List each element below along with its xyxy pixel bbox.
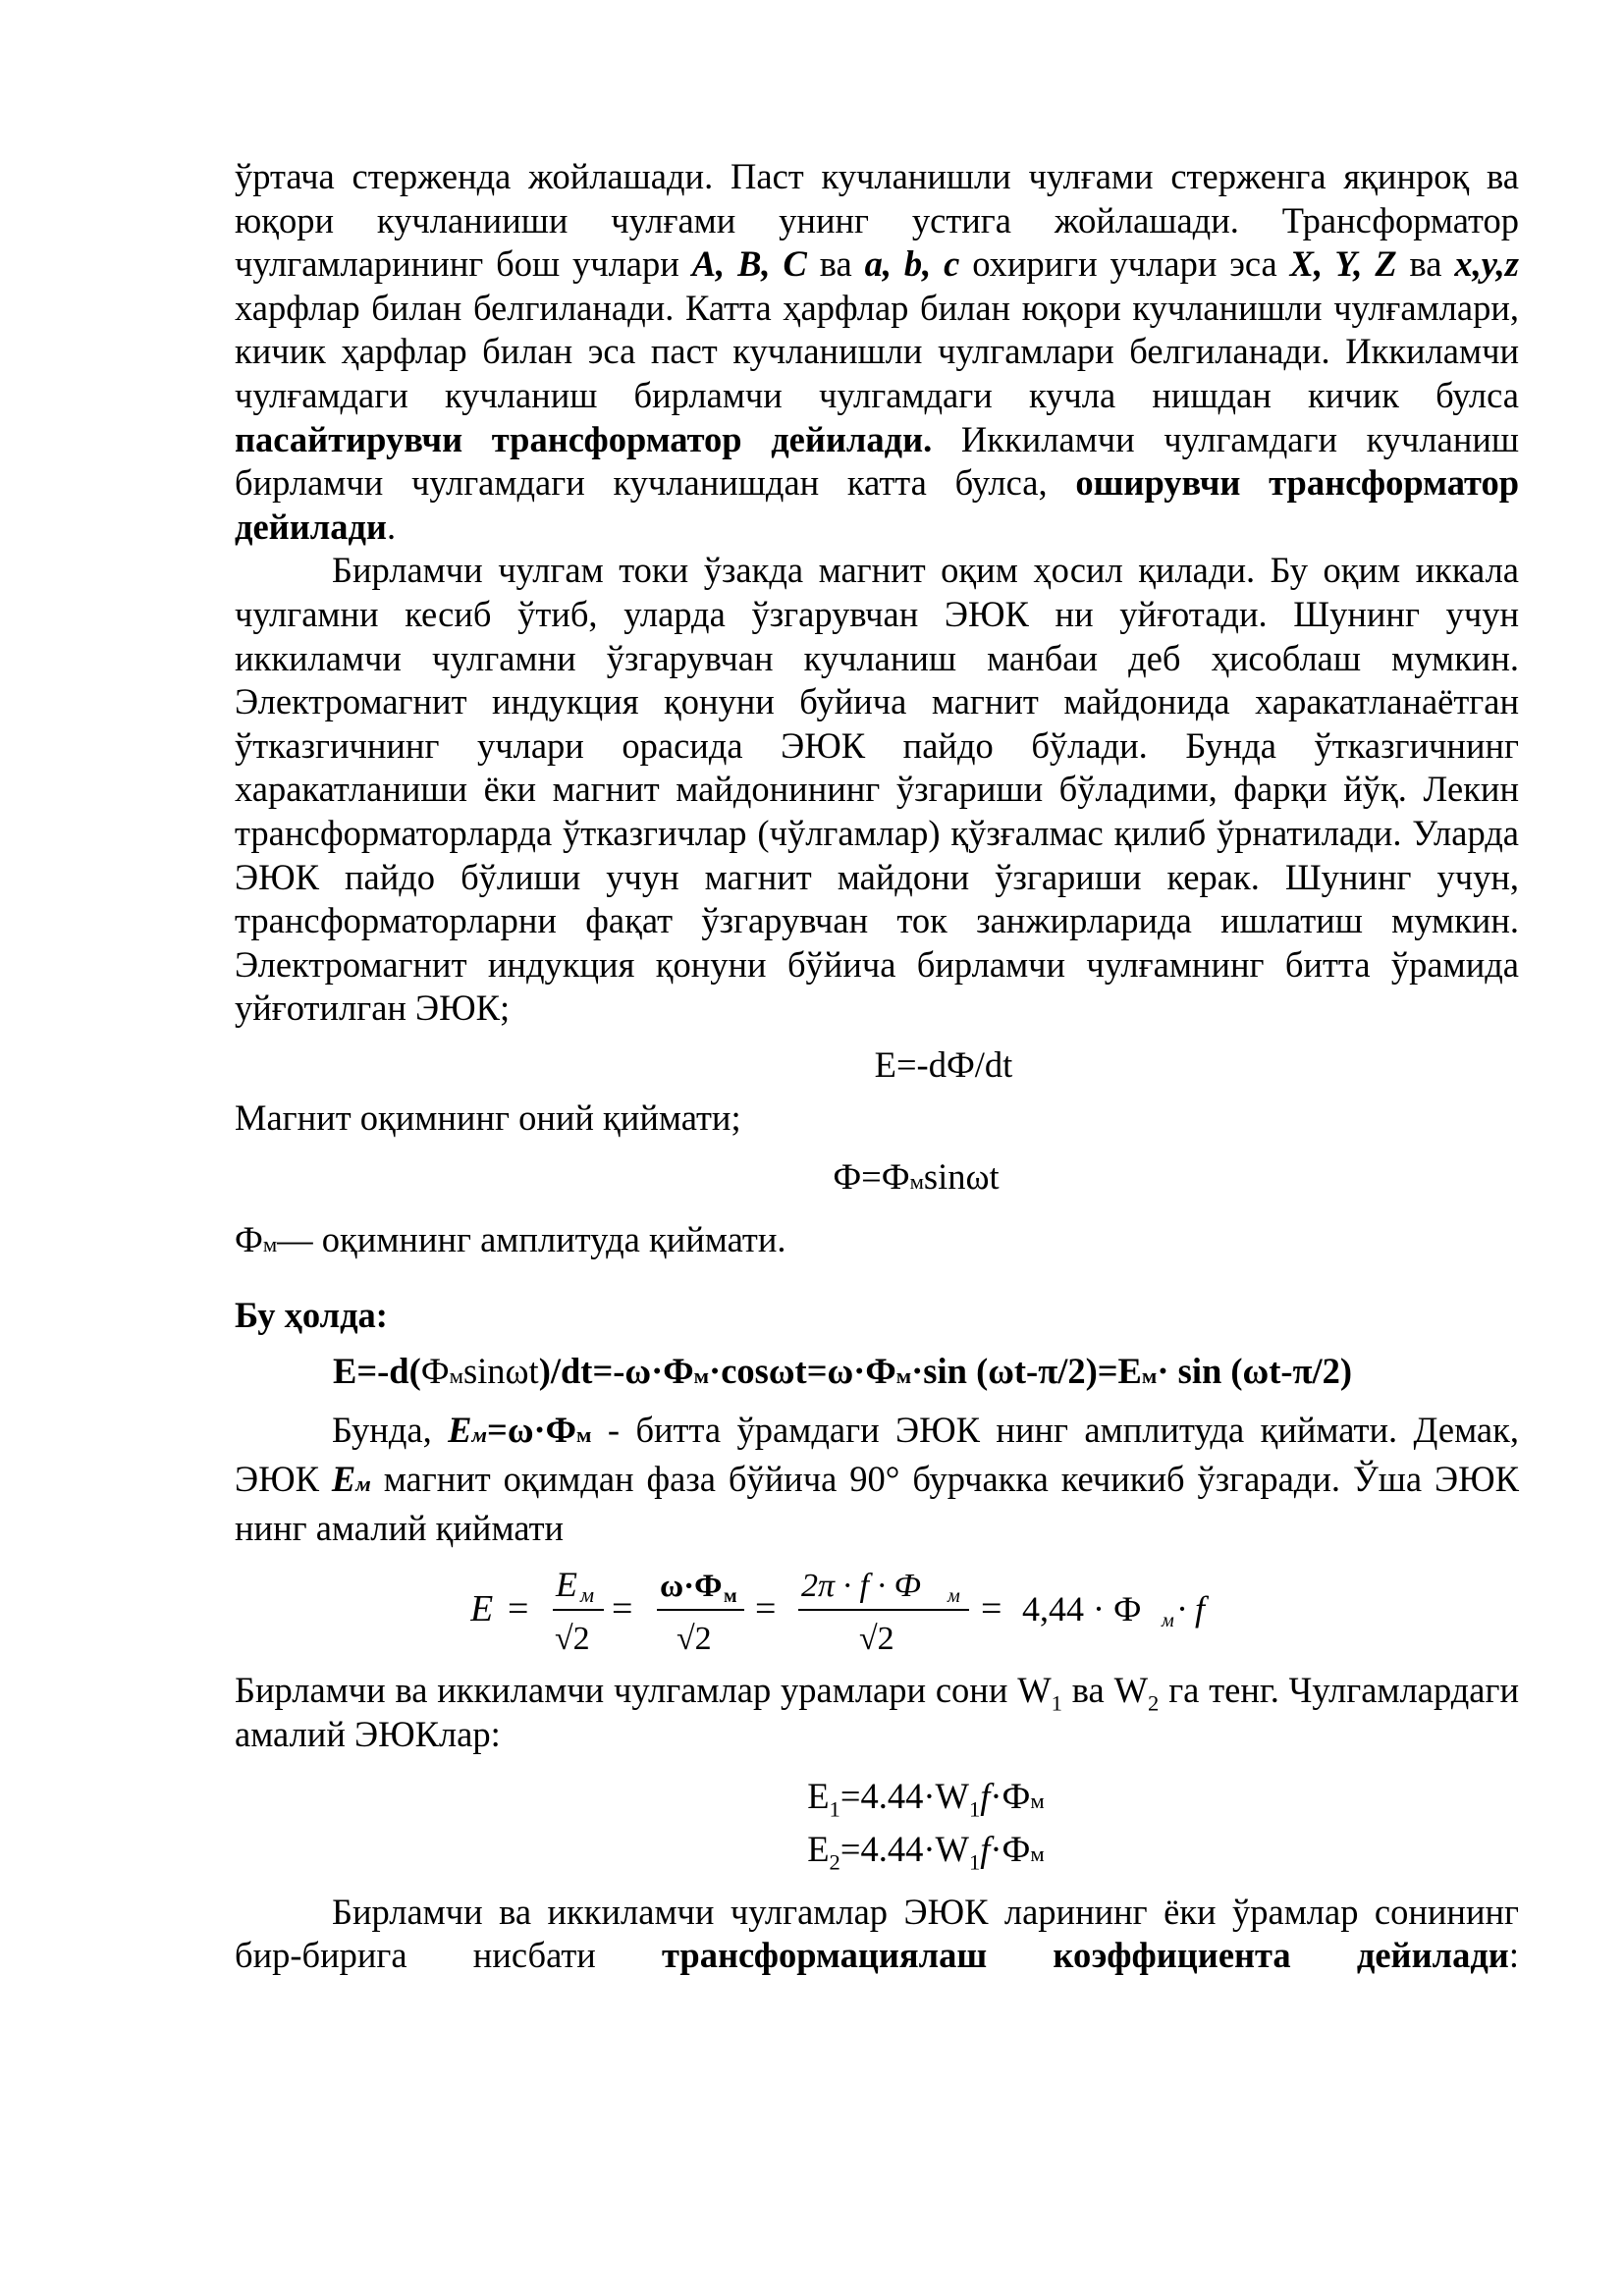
formula-coefficient-sub: м (1162, 1610, 1174, 1632)
formula-emf-expansion: E=-d(Фмsinωt)/dt=-ω·Фм·cosωt=ω·Фм·sin (ωt-π/2)=Eм· sin (ωt-π/2) (333, 1350, 1353, 1391)
formula-flux-sine: Ф=Фмsinωt (833, 1156, 1000, 1198)
formula-num-1: E (556, 1565, 577, 1605)
formula-equals-2: = (612, 1588, 633, 1630)
section-heading: Бу ҳолда: (235, 1295, 388, 1336)
paragraph-turns: Бирламчи ва иккиламчи чулгамлар урамлари сони $W_1$ ва $W_2$ га тенг. Чулгамлардаги амалий ЭЮКлар: (235, 1670, 1519, 1754)
formula-equals-3: = (755, 1588, 777, 1630)
paragraph-flux-amplitude: Фм— оқимнинг амплитуда қиймати. (235, 1218, 786, 1259)
formula-num-3: 2π · f · Ф (801, 1568, 921, 1605)
formula-num-2: ω·Ф (660, 1569, 723, 1605)
paragraph-transformation-ratio: Бирламчи ва иккиламчи чулгамлар ЭЮК ларининг ёки ўрамлар сонининг бир-бирига нисбати трансформациялаш коэффициента дейилади: (235, 1891, 1519, 1976)
paragraph-magnetic-flux: Бирламчи чулгам токи ўзакда магнит оқим ҳосил қилади. Бу оқим иккала чулгамни кесиб ўтиб, уларда ўзгарувчан ЭЮК ни уйғотади. Шунинг учун иккиламчи чулгамни ўзгарувчан кучланиш манбаи деб ҳисоблаш мумкин. Электромагнит индукция қонуни буйича магнит майдонида харакатланаётган ўтказгичнинг учлари орасида ЭЮК пайдо бўлади. Бунда ўтказгичнинг харакатланиши ёки магнит майдонининг ўзгариши бўладими, фарқи йўқ. Лекин трансформаторларда ўтказгичлар (чўлгамлар) қўзғалмас қилиб ўрнатилади. Уларда ЭЮК пайдо бўлиши учун магнит майдони ўзгариши керак. Шунинг учун, трансформаторларни фақат ўзгарувчан ток занжирларида ишлатиш мумкин. Электромагнит индукция қонуни бўйича бирламчи чулғамнинг битта ўрамида уйғотилган ЭЮК; (235, 550, 1519, 1029)
formula-emf-derivative: E=-dФ/dt (874, 1043, 1013, 1085)
formula-num-3-sub: м (947, 1585, 960, 1608)
formula-num-2-sub: м (724, 1585, 737, 1608)
formula-tail: · f (1177, 1589, 1206, 1629)
formula-coefficient: 4,44 · Ф (1022, 1589, 1142, 1629)
formula-rms-emf (235, 1561, 1519, 1655)
formula-den-2: √2 (677, 1621, 712, 1656)
paragraph-instant-flux: Магнит оқимнинг оний қиймати; (235, 1097, 741, 1139)
formula-equals-1: = (508, 1588, 529, 1630)
formula-emf-1: $E_1=4.44\cdot W_1f\cdot Фм$ (807, 1776, 1045, 1822)
formula-lhs: E (470, 1588, 494, 1630)
formula-den-1: √2 (555, 1621, 590, 1656)
formula-equals-4: = (981, 1588, 1002, 1630)
formula-num-1-sub: м (580, 1582, 595, 1608)
formula-emf-2: $E_2=4.44\cdot W_1f\cdot Фм$ (807, 1829, 1045, 1875)
paragraph-emf-amplitude: Бунда, Eм=ω·Фм - битта ўрамдаги ЭЮК нинг амплитуда қиймати. Демак, ЭЮК Eм магнит оқимдан фаза бўйича 90° бурчакка кечикиб ўзгаради. Ўша ЭЮК нинг амалий қиймати (235, 1410, 1519, 1548)
formula-den-3: √2 (859, 1621, 894, 1656)
page-content (235, 155, 1519, 1978)
paragraph-windings: ўртача стерженда жойлашади. Паст кучланишли чулғами стерженга яқинроқ ва юқори кучланииши чулғами унинг устига жойлашади. Трансформатор чулгамларининг бош учлари A, B, C ва a, b, c охириги учлари эса X, Y, Z ва x,y,z харфлар билан белгиланади. Катта ҳарфлар билан юқори кучланишли чулғамлари, кичик ҳарфлар билан эса паст кучланишли чулгамлари белгиланади. Иккиламчи чулғамдаги кучланиш бирламчи чулгамдаги кучла нишдан кичик булса пасайтирувчи трансформатор дейилади. Иккиламчи чулгамдаги кучланиш бирламчи чулгамдаги кучланишдан катта булса, оширувчи трансформатор дейилади. (235, 156, 1520, 547)
